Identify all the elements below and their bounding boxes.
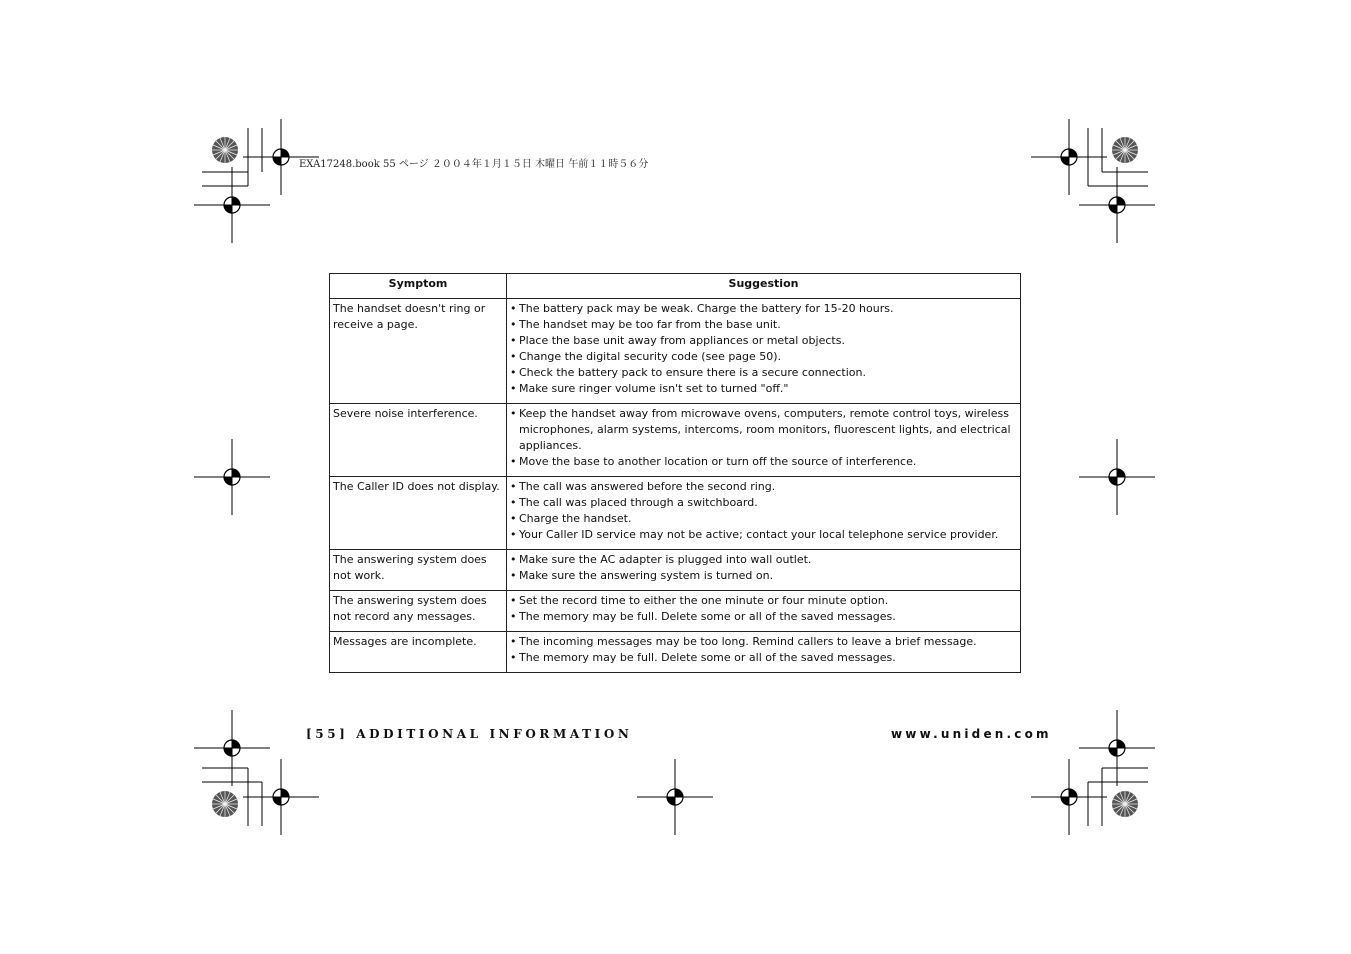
bullet-icon: • <box>510 480 517 493</box>
symptom-cell: The handset doesn't ring or receive a page. <box>330 299 507 404</box>
suggestion-text: Change the digital security code (see page 50). <box>519 350 782 363</box>
suggestion-item <box>510 349 1016 365</box>
suggestion-item <box>510 593 1016 609</box>
registration-mark-icon <box>194 710 270 786</box>
symptom-cell: The answering system does not record any messages. <box>330 591 507 632</box>
registration-mark-icon <box>1079 439 1155 515</box>
bullet-icon: • <box>510 302 517 315</box>
suggestion-cell <box>507 299 1021 404</box>
print-info-header: EXA17248.book 55 ページ ２００４年１月１５日 木曜日 午前１１時５６分 <box>299 159 649 170</box>
table-row <box>330 404 1021 477</box>
suggestion-text: Keep the handset away from microwave ovens, computers, remote control toys, wireless microphones, alarm systems, intercoms, room monitors, fluorescent lights, and electrical appliances. <box>519 407 1011 452</box>
bullet-icon: • <box>510 350 517 363</box>
footer-website: www.uniden.com <box>891 727 1052 741</box>
suggestion-text: Set the record time to either the one minute or four minute option. <box>519 594 889 607</box>
bullet-icon: • <box>510 635 517 648</box>
suggestion-text: Your Caller ID service may not be active; contact your local telephone service provider. <box>519 528 999 541</box>
suggestion-list <box>510 406 1016 470</box>
suggestion-text: The memory may be full. Delete some or all of the saved messages. <box>519 651 896 664</box>
symptom-cell: The answering system does not work. <box>330 550 507 591</box>
table-row <box>330 550 1021 591</box>
troubleshooting-table <box>329 273 1021 673</box>
table-row <box>330 299 1021 404</box>
suggestion-item <box>510 634 1016 650</box>
bullet-icon: • <box>510 553 517 566</box>
bullet-icon: • <box>510 512 517 525</box>
suggestion-item <box>510 527 1016 543</box>
suggestion-list <box>510 479 1016 543</box>
suggestion-list <box>510 552 1016 584</box>
bullet-icon: • <box>510 334 517 347</box>
suggestion-item <box>510 333 1016 349</box>
registration-mark-icon <box>1079 167 1155 243</box>
suggestion-cell <box>507 477 1021 550</box>
suggestion-text: The incoming messages may be too long. Remind callers to leave a brief message. <box>519 635 977 648</box>
suggestion-item <box>510 317 1016 333</box>
suggestion-text: The handset may be too far from the base unit. <box>519 318 781 331</box>
suggestion-cell <box>507 632 1021 673</box>
symptom-cell: Severe noise interference. <box>330 404 507 477</box>
suggestion-item <box>510 381 1016 397</box>
suggestion-list <box>510 634 1016 666</box>
registration-mark-icon <box>637 759 713 835</box>
suggestion-text: Place the base unit away from appliances or metal objects. <box>519 334 845 347</box>
bullet-icon: • <box>510 594 517 607</box>
bullet-icon: • <box>510 496 517 509</box>
table-row <box>330 591 1021 632</box>
column-header-suggestion: Suggestion <box>507 274 1021 299</box>
table-row <box>330 477 1021 550</box>
symptom-cell: The Caller ID does not display. <box>330 477 507 550</box>
bullet-icon: • <box>510 528 517 541</box>
suggestion-text: Move the base to another location or turn off the source of interference. <box>519 455 917 468</box>
suggestion-text: Make sure ringer volume isn't set to turned "off." <box>519 382 789 395</box>
suggestion-text: The battery pack may be weak. Charge the battery for 15-20 hours. <box>519 302 894 315</box>
registration-mark-icon <box>194 167 270 243</box>
suggestion-item <box>510 406 1016 454</box>
table-row <box>330 632 1021 673</box>
star-target-icon <box>212 137 238 163</box>
suggestion-text: The call was answered before the second ring. <box>519 480 776 493</box>
suggestion-item <box>510 650 1016 666</box>
bullet-icon: • <box>510 569 517 582</box>
symptom-cell: Messages are incomplete. <box>330 632 507 673</box>
bullet-icon: • <box>510 318 517 331</box>
suggestion-item <box>510 365 1016 381</box>
bullet-icon: • <box>510 382 517 395</box>
suggestion-item <box>510 495 1016 511</box>
registration-mark-icon <box>1031 759 1107 835</box>
suggestion-text: Charge the handset. <box>519 512 632 525</box>
bullet-icon: • <box>510 651 517 664</box>
suggestion-cell <box>507 404 1021 477</box>
suggestion-text: Make sure the AC adapter is plugged into wall outlet. <box>519 553 812 566</box>
bullet-icon: • <box>510 610 517 623</box>
registration-mark-icon <box>1079 710 1155 786</box>
bullet-icon: • <box>510 407 517 420</box>
suggestion-list <box>510 301 1016 397</box>
footer-section-label: [55] ADDITIONAL INFORMATION <box>306 727 633 741</box>
suggestion-item <box>510 552 1016 568</box>
suggestion-list <box>510 593 1016 625</box>
registration-mark-icon <box>194 439 270 515</box>
bullet-icon: • <box>510 366 517 379</box>
suggestion-text: Make sure the answering system is turned on. <box>519 569 774 582</box>
star-target-icon <box>1112 791 1138 817</box>
suggestion-text: The call was placed through a switchboard. <box>519 496 758 509</box>
suggestion-item <box>510 454 1016 470</box>
suggestion-cell <box>507 591 1021 632</box>
column-header-symptom: Symptom <box>330 274 507 299</box>
suggestion-item <box>510 568 1016 584</box>
registration-mark-icon <box>1031 119 1107 195</box>
suggestion-item <box>510 301 1016 317</box>
suggestion-cell <box>507 550 1021 591</box>
table-header-row <box>330 274 1021 299</box>
suggestion-text: The memory may be full. Delete some or all of the saved messages. <box>519 610 896 623</box>
suggestion-item <box>510 609 1016 625</box>
suggestion-item <box>510 511 1016 527</box>
suggestion-item <box>510 479 1016 495</box>
star-target-icon <box>212 791 238 817</box>
registration-mark-icon <box>243 759 319 835</box>
bullet-icon: • <box>510 455 517 468</box>
suggestion-text: Check the battery pack to ensure there is a secure connection. <box>519 366 866 379</box>
star-target-icon <box>1112 137 1138 163</box>
